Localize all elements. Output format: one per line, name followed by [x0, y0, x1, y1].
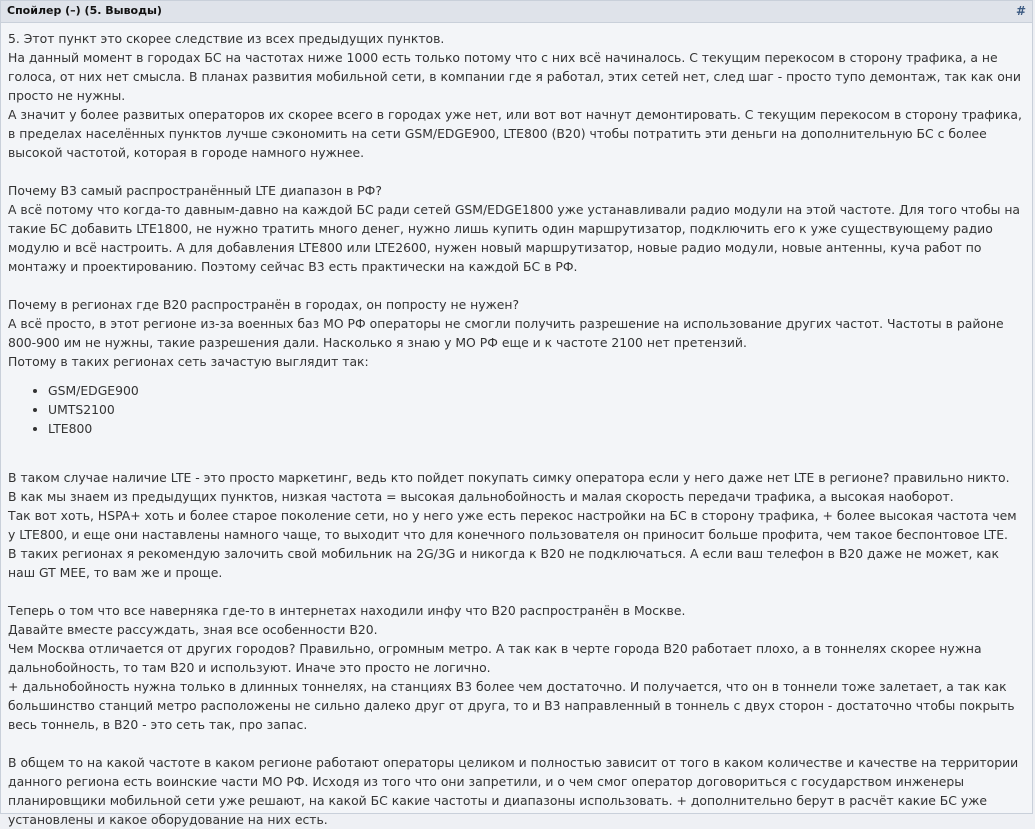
paragraph: Чем Москва отличается от других городов? Правильно, огромным метро. А так как в черте города B20 работает плохо, а в тоннелях скорее нужна дальнобойность, то там B20 и используют. Иначе это просто не логично. [8, 641, 982, 675]
paragraph: В как мы знаем из предыдущих пунктов, низкая частота = высокая дальнобойность и малая скорость передачи трафика, а высокая наоборот. [8, 489, 954, 504]
paragraph: Так вот хоть, HSPA+ хоть и более старое поколение сети, но у него уже есть перекос настройки на БС в сторону трафика, + более высокая частота чем у LTE800, и еще они наставлены намного чаще, то выходит что для конечного пользователя он приносит больше профита, чем такое беспонтовое LTE. [8, 508, 1017, 542]
question-heading: Почему B3 самый распространённый LTE диапазон в РФ? [8, 183, 382, 198]
paragraph: В общем то на какой частоте в каком регионе работают операторы целиком и полностью зависит от того в каком количестве и качестве на территории данного региона есть воинские части МО РФ. Исходя из того что они запретили, и о чем смог оператор договориться с государством инженеры планировщики мобильной сети уже решают, на какой БС какие частоты и диапазоны использовать. + дополнительно берут в расчёт какие БС уже установлены и какое оборудование на них есть. [8, 755, 1019, 827]
list-item: • UMTS2100 [48, 400, 1024, 419]
paragraph: В таком случае наличие LTE - это просто маркетинг, ведь кто пойдет покупать симку оператора если у него даже нет LTE в регионе? правильно никто. [8, 470, 1010, 485]
paragraph: А всё потому что когда-то давным-давно на каждой БС ради сетей GSM/EDGE1800 уже устанавливали радио модули на этой частоте. Для того чтобы на такие БС добавить LTE1800, не нужно тратить много денег, нужно лишь купить один маршрутизатор, подключить его к уже существующему радио модулю и всё настроить. А для добавления LTE800 или LTE2600, нужен новый маршрутизатор, новые радио модули, новые антенны, куча работ по монтажу и проектированию. Поэтому сейчас B3 есть практически на каждой БС в РФ. [8, 202, 1021, 274]
network-list [8, 381, 1024, 438]
spoiler-content [1, 23, 1032, 829]
spoiler-title[interactable]: Спойлер (–) (5. Выводы) [7, 4, 162, 17]
paragraph: А всё просто, в этот регионе из-за военных баз МО РФ операторы не смогли получить разрешение на использование других частот. Частоты в районе 800-900 им не нужны, такие разрешения дали. Насколько я знаю у МО РФ еще и к частоте 2100 нет претензий. [8, 316, 1004, 350]
paragraph: Теперь о том что все наверняка где-то в интернетах находили инфу что B20 распространён в Москве. [8, 603, 686, 618]
paragraph: 5. Этот пункт это скорее следствие из всех предыдущих пунктов. [8, 31, 445, 46]
paragraph: В таких регионах я рекомендую залочить свой мобильник на 2G/3G и никогда к B20 не подключаться. А если ваш телефон в B20 даже не может, как наш GT MEE, то вам же и проще. [8, 546, 999, 580]
paragraph: А значит у более развитых операторов их скорее всего в городах уже нет, или вот вот начнут демонтировать. С текущим перекосом в сторону трафика, в пределах населённых пунктов лучше сэкономить на сети GSM/EDGE900, LTE800 (B20) чтобы потратить эти деньги на дополнительную БС с более высокой частотой, которая в городе намного нужнее. [8, 107, 1022, 160]
paragraph: Давайте вместе рассуждать, зная все особенности B20. [8, 622, 378, 637]
list-item: • GSM/EDGE900 [48, 381, 1024, 400]
paragraph: На данный момент в городах БС на частотах ниже 1000 есть только потому что с них всё начиналось. С текущим перекосом в сторону трафика, а не голоса, от них нет смысла. В планах развития мобильной сети, в компании где я работал, этих сетей нет, след шаг - просто тупо демонтаж, так как они просто не нужны. [8, 50, 1021, 103]
paragraph: + дальнобойность нужна только в длинных тоннелях, на станциях B3 более чем достаточно. И получается, что он в тоннели тоже залетает, а так как большинство станций метро расположены не сильно далеко друг от друга, то и B3 направленный в тоннель с двух сторон - достаточно чтобы покрыть весь тоннель, в B20 - это сеть так, про запас. [8, 679, 1015, 732]
permalink-anchor[interactable]: # [1015, 4, 1026, 18]
spoiler-header[interactable] [1, 1, 1032, 23]
list-item: • LTE800 [48, 419, 1024, 438]
question-heading: Почему в регионах где B20 распространён в городах, он попросту не нужен? [8, 297, 520, 312]
paragraph: Потому в таких регионах сеть зачастую выглядит так: [8, 354, 369, 369]
